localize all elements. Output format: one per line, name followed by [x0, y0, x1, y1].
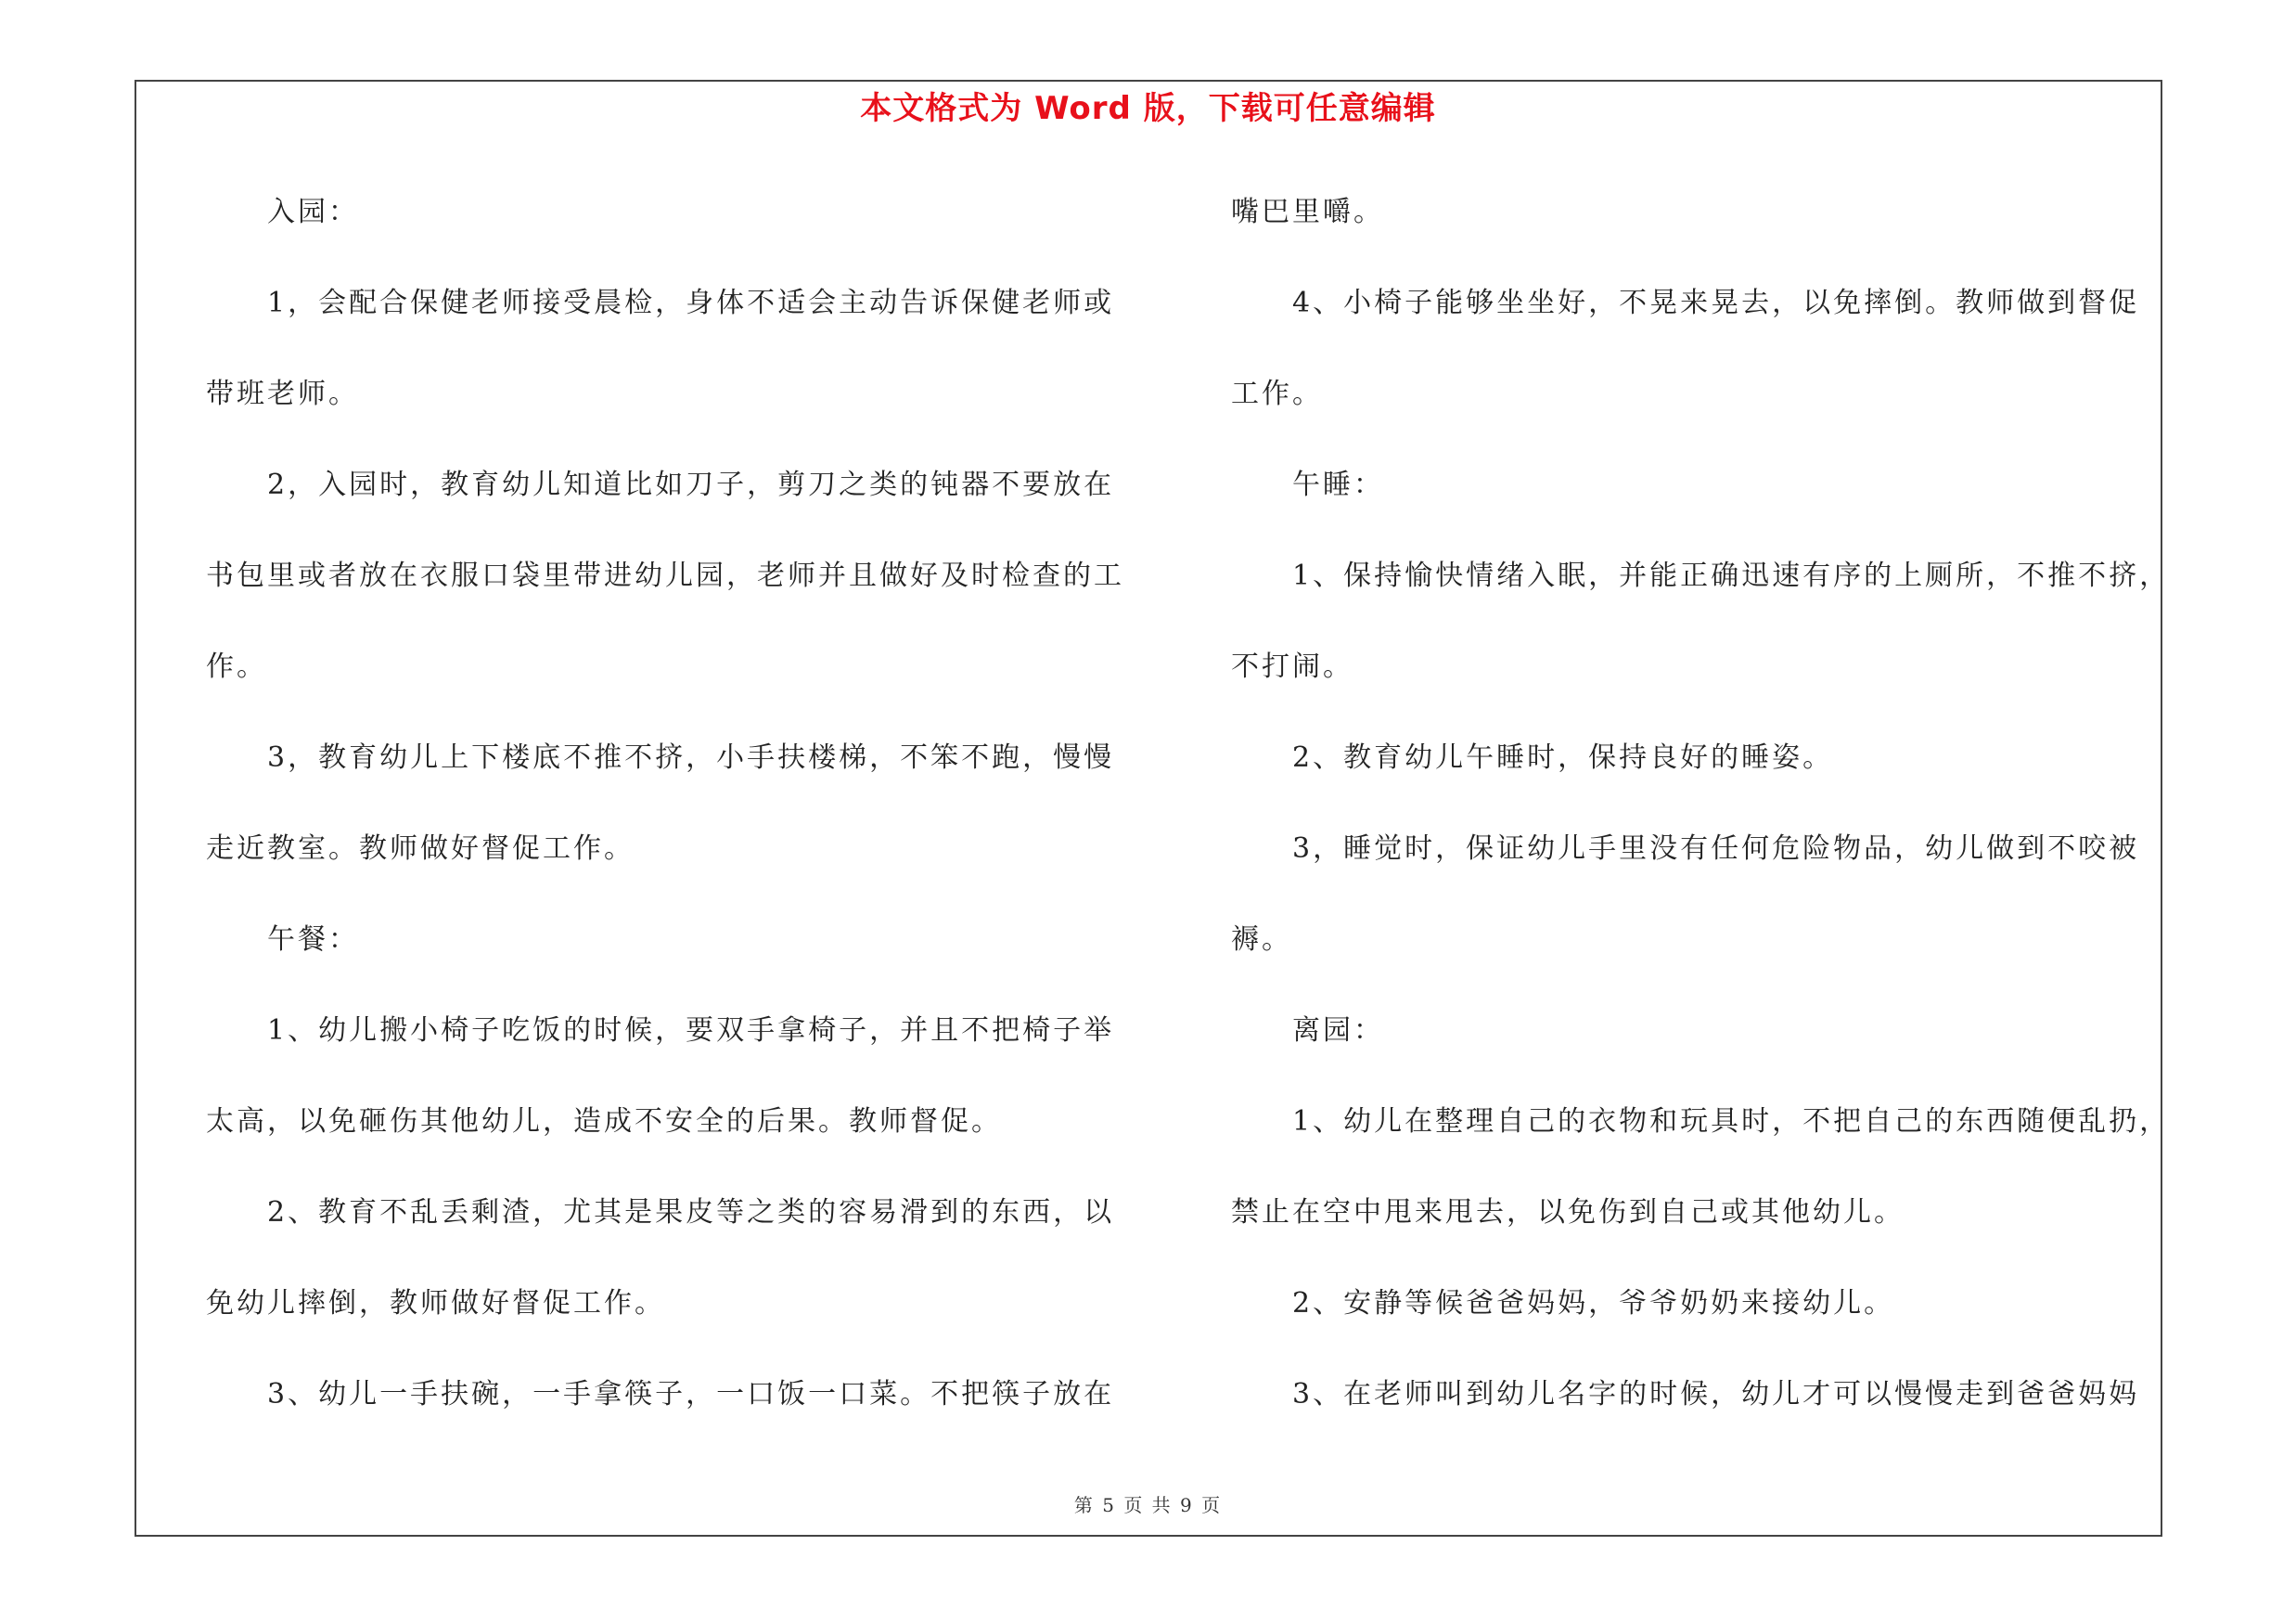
text-line: 书包里或者放在衣服口袋里带进幼儿园，老师并且做好及时检查的工 — [206, 560, 1124, 592]
text-line: 2、教育幼儿午睡时，保持良好的睡姿。 — [1292, 741, 1834, 774]
right-column — [1231, 186, 2171, 1459]
text-line: 1、幼儿在整理自己的衣物和玩具时，不把自己的东西随便乱扔， — [1292, 1105, 2171, 1138]
text-line: 离园： — [1292, 1014, 1384, 1047]
text-line: 禁止在空中甩来甩去，以免伤到自己或其他幼儿。 — [1231, 1196, 1905, 1229]
text-line: 3，教育幼儿上下楼底不推不挤，小手扶楼梯，不笨不跑，慢慢 — [267, 741, 1115, 774]
text-line: 走近教室。教师做好督促工作。 — [206, 832, 635, 865]
text-line: 褥。 — [1231, 923, 1292, 956]
text-line: 1、保持愉快情绪入眠，并能正确迅速有序的上厕所，不推不挤， — [1292, 560, 2171, 592]
text-line: 午餐： — [267, 923, 359, 956]
page-number-footer: 第 5 页 共 9 页 — [1073, 1494, 1223, 1516]
text-line: 3，睡觉时，保证幼儿手里没有任何危险物品，幼儿做到不咬被 — [1292, 832, 2140, 865]
left-column — [206, 186, 1134, 1459]
text-line: 入园： — [267, 196, 359, 228]
text-line: 作。 — [206, 650, 267, 683]
text-line: 午睡： — [1292, 469, 1384, 501]
text-line: 2、教育不乱丢剩渣，尤其是果皮等之类的容易滑到的东西，以 — [267, 1196, 1115, 1229]
text-line: 3、在老师叫到幼儿名字的时候，幼儿才可以慢慢走到爸爸妈妈 — [1292, 1378, 2140, 1410]
text-line: 免幼儿摔倒，教师做好督促工作。 — [206, 1287, 665, 1320]
text-line: 1、幼儿搬小椅子吃饭的时候，要双手拿椅子，并且不把椅子举 — [267, 1014, 1115, 1047]
text-line: 1，会配合保健老师接受晨检，身体不适会主动告诉保健老师或 — [267, 287, 1115, 319]
text-line: 4、小椅子能够坐坐好，不晃来晃去，以免摔倒。教师做到督促 — [1292, 287, 2140, 319]
text-line: 带班老师。 — [206, 378, 359, 410]
text-line: 2、安静等候爸爸妈妈，爷爷奶奶来接幼儿。 — [1292, 1287, 1895, 1320]
text-line: 3、幼儿一手扶碗，一手拿筷子，一口饭一口菜。不把筷子放在 — [267, 1378, 1115, 1410]
text-line: 工作。 — [1231, 378, 1323, 410]
text-line: 太高，以免砸伤其他幼儿，造成不安全的后果。教师督促。 — [206, 1105, 1002, 1138]
text-line: 2，入园时，教育幼儿知道比如刀子，剪刀之类的钝器不要放在 — [267, 469, 1115, 501]
text-line: 嘴巴里嚼。 — [1231, 196, 1384, 228]
header-notice: 本文格式为 Word 版，下载可任意编辑 — [860, 90, 1436, 127]
text-line: 不打闹。 — [1231, 650, 1353, 683]
